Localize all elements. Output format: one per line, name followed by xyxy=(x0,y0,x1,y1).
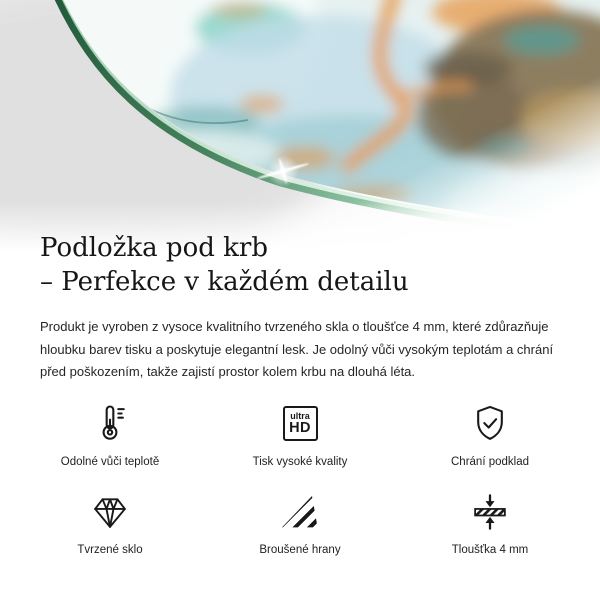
feature-heat-resistant xyxy=(15,401,205,469)
polished-edges-icon xyxy=(280,495,320,528)
thickness-icon xyxy=(469,491,511,533)
feature-label: Tvrzené sklo xyxy=(77,543,143,556)
feature-label: Tloušťka 4 mm xyxy=(451,543,529,556)
feature-label: Broušené hrany xyxy=(259,543,341,556)
page-title xyxy=(40,231,409,299)
feature-label: Tisk vysoké kvality xyxy=(252,455,348,468)
page-title-line1: Podložka pod krb xyxy=(40,233,268,263)
shield-check-icon xyxy=(469,403,511,445)
feature-label: Odolné vůči teplotě xyxy=(60,455,160,468)
feature-thickness xyxy=(395,489,585,557)
feature-print-quality xyxy=(205,401,395,469)
feature-protects-surface xyxy=(395,401,585,469)
thermometer-icon xyxy=(89,403,131,445)
feature-label: Chrání podklad xyxy=(451,455,529,468)
product-description: Produkt je vyroben z vysoce kvalitního tvrzeného skla o tloušťce 4 mm, které zdůrazňuje hloubku barev tisku a poskytuje elegantní lesk. Je odolný vůči vysokým teplotám a chrání před poškozením, takže zajistí prostor kolem krbu na dlouhá léta. xyxy=(40,319,554,379)
feature-polished-edges xyxy=(205,489,395,557)
content-section xyxy=(0,316,600,384)
feature-tempered-glass xyxy=(15,489,205,557)
diamond-icon xyxy=(88,491,132,533)
feature-grid xyxy=(0,401,600,557)
ultra-hd-icon: ultra HD xyxy=(283,406,318,441)
page-title-line2: – Perfekce v každém detailu xyxy=(40,267,409,297)
